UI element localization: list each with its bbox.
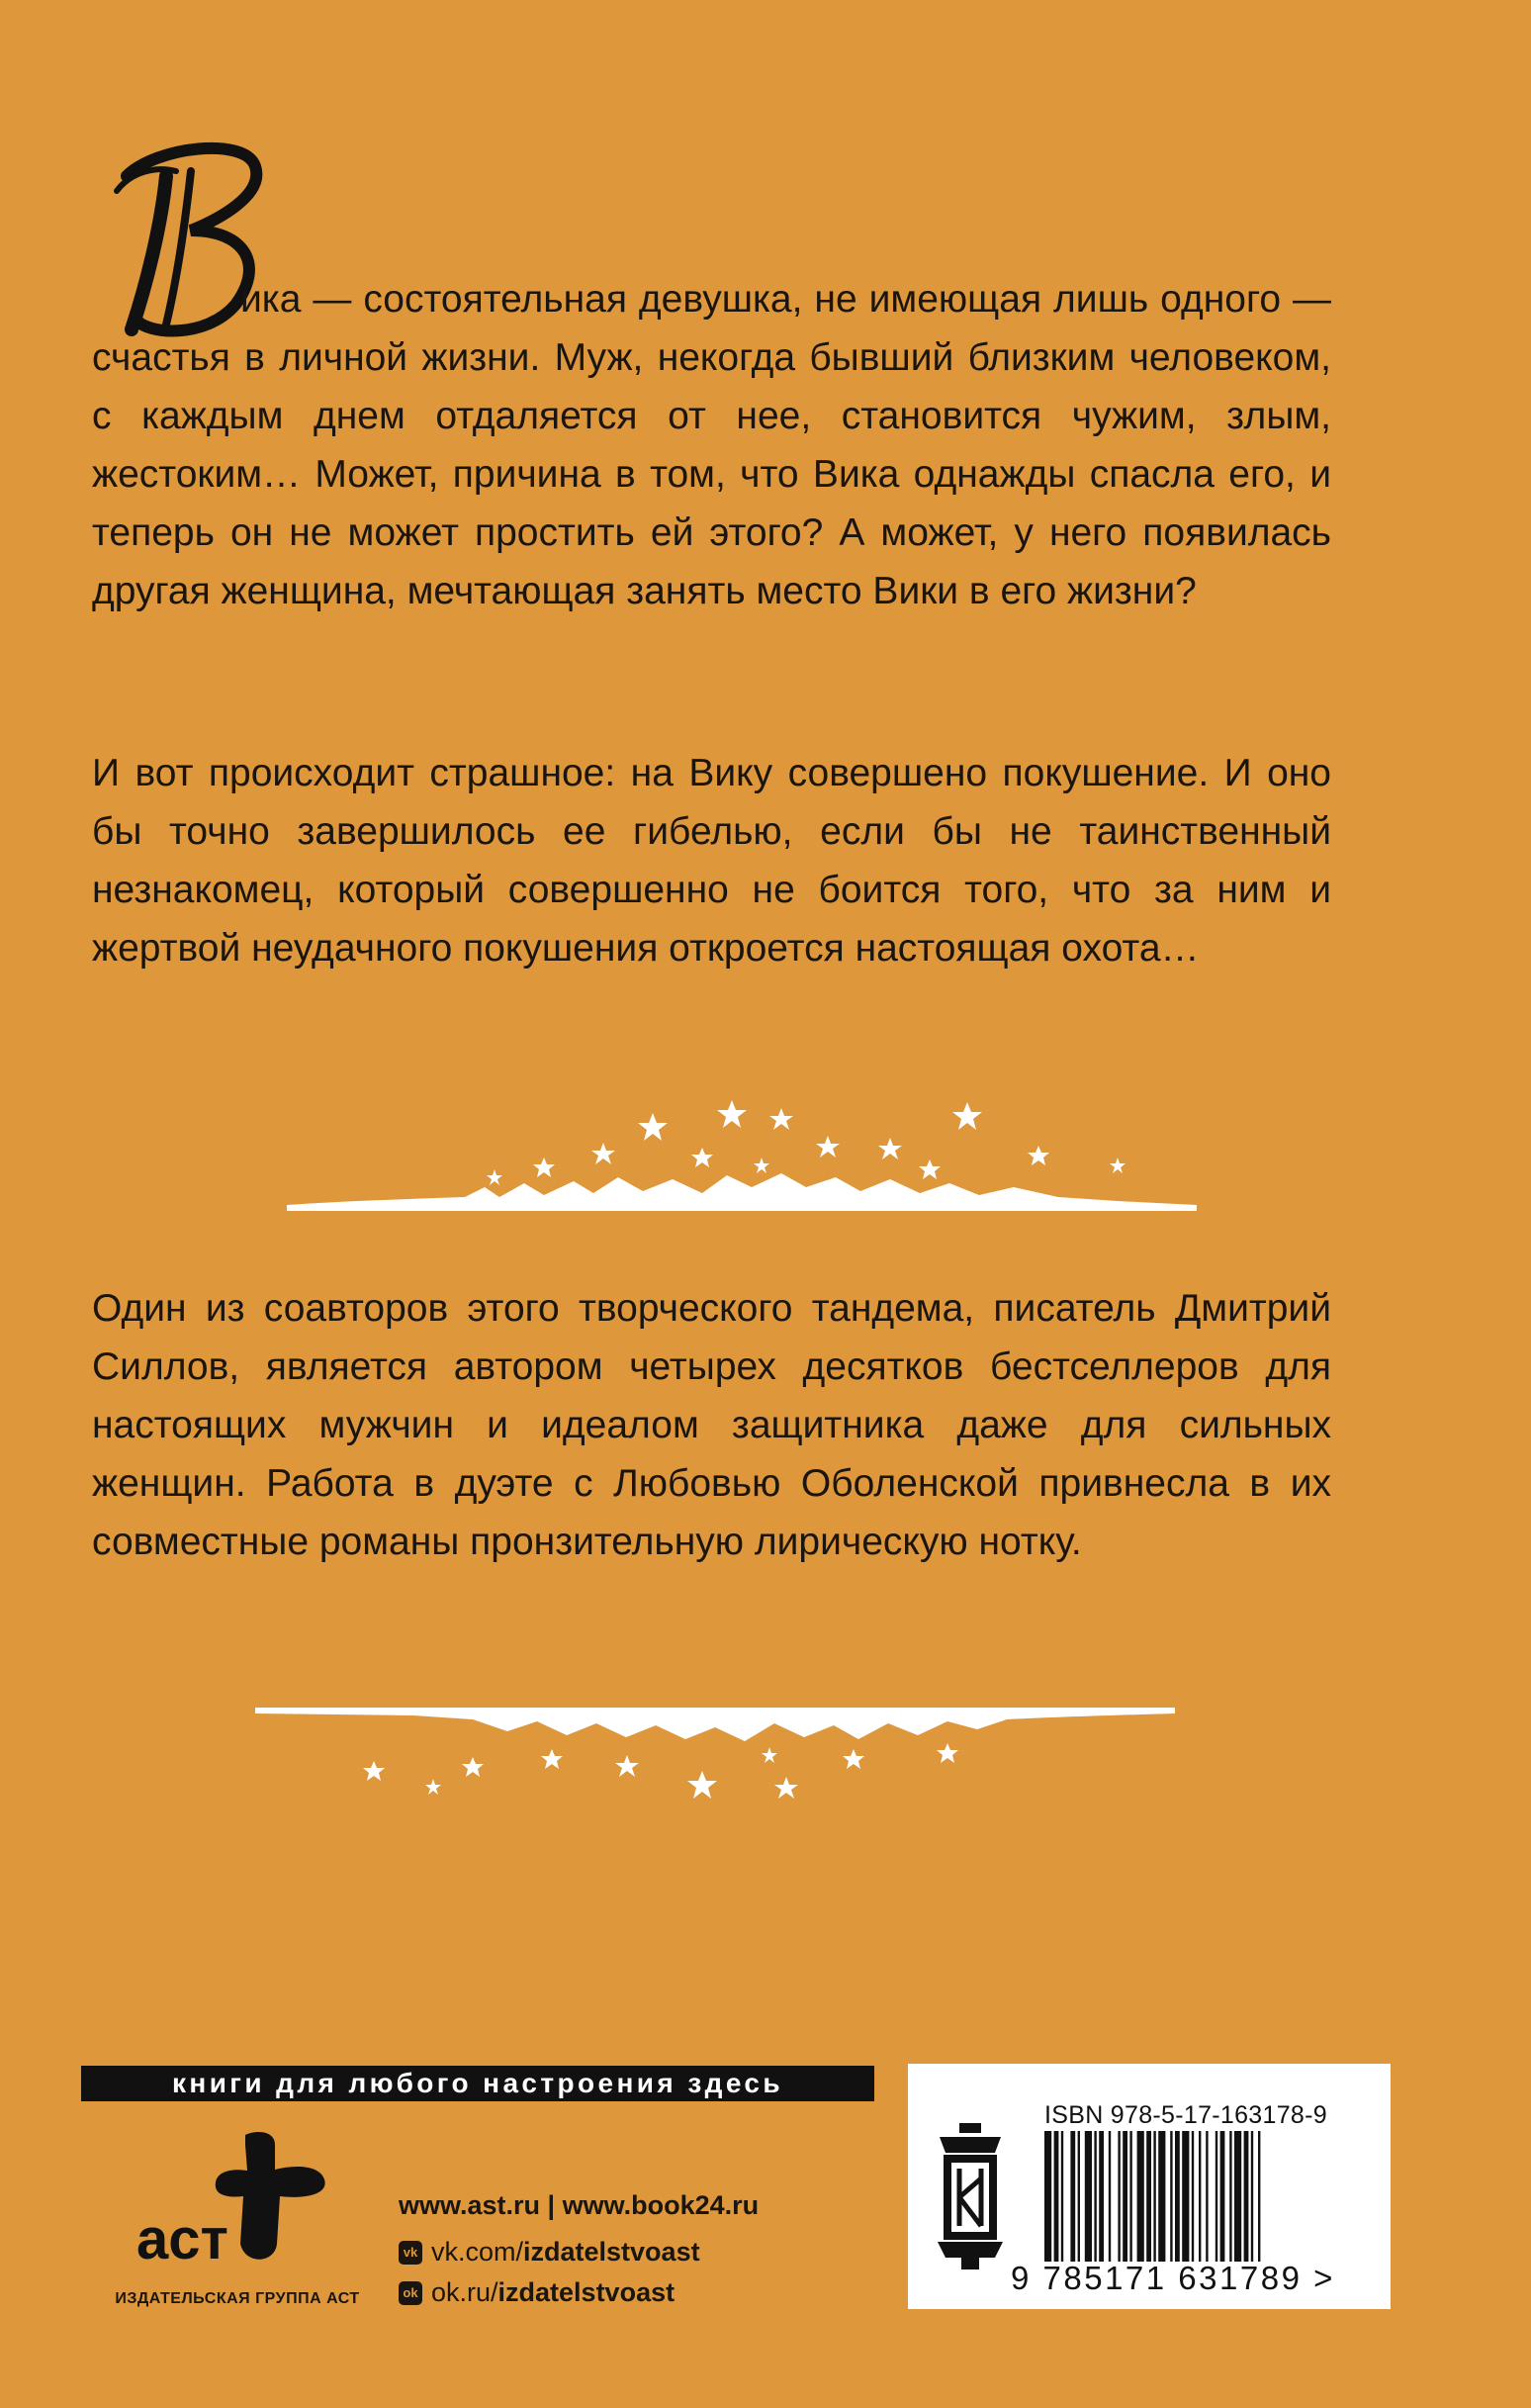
barcode-bar: [1129, 2131, 1131, 2262]
vk-icon: vk: [399, 2241, 422, 2265]
barcode-bar: [1146, 2131, 1151, 2262]
synopsis-paragraph-2: И вот происходит страшное: на Вику совершено покушение. И оно бы точно завершилось ее гибелью, если бы не таинственный незнакомец, который совершенно не боится того, что за ним и жертвой неудачного покушения откроется настоящая охота…: [92, 752, 1331, 970]
about-author-paragraph: Один из соавторов этого творческого тандема, писатель Дмитрий Силлов, является автором четырех десятков бестселлеров для настоящих мужчин и идеалом защитника даже для сильных женщин. Работа в дуэте с Любовью Оболенской привнесла в их совместные романы пронзительную лирическую нотку.: [92, 1287, 1331, 1563]
barcode-bar: [1220, 2131, 1225, 2262]
barcode-bar: [1137, 2131, 1144, 2262]
barcode-bar: [1054, 2131, 1059, 2262]
barcode-bar: [1099, 2131, 1104, 2262]
barcode-bar: [1206, 2131, 1208, 2262]
isbn-block: [908, 2064, 1391, 2309]
barcode: [1044, 2131, 1341, 2262]
barcode-bar: [1078, 2131, 1080, 2262]
barcode-bar: [1258, 2131, 1260, 2262]
logo-text: аст: [136, 2207, 228, 2271]
barcode-bar: [1153, 2131, 1155, 2262]
barcode-bar: [1199, 2131, 1201, 2262]
ok-link[interactable]: ok ok.ru/izdatelstvoast: [399, 2277, 675, 2308]
barcode-bar: [1085, 2131, 1092, 2262]
barcode-bar: [1182, 2131, 1189, 2262]
isbn-label: ISBN 978-5-17-163178-9: [1044, 2101, 1327, 2129]
tagline-banner: книги для любого настроения здесь: [81, 2066, 874, 2101]
lantern-icon: [930, 2123, 1011, 2269]
barcode-digits: 9 785171 631789 >: [1011, 2260, 1335, 2296]
stars-ornament-top: [287, 1088, 1197, 1217]
barcode-bar: [1216, 2131, 1217, 2262]
publisher-logo: [127, 2125, 334, 2273]
barcode-bar: [1070, 2131, 1075, 2262]
barcode-bar: [1170, 2131, 1172, 2262]
vk-link[interactable]: vk vk.com/izdatelstvoast: [399, 2237, 700, 2268]
website-links[interactable]: www.ast.ru | www.book24.ru: [399, 2190, 760, 2220]
barcode-bar: [1192, 2131, 1194, 2262]
barcode-bar: [1061, 2131, 1063, 2262]
barcode-bar: [1175, 2131, 1180, 2262]
barcode-bar: [1044, 2131, 1051, 2262]
barcode-bar: [1251, 2131, 1253, 2262]
barcode-bar: [1118, 2131, 1120, 2262]
publisher-caption: ИЗДАТЕЛЬСКАЯ ГРУППА АСТ: [115, 2290, 360, 2307]
barcode-bar: [1234, 2131, 1241, 2262]
synopsis-paragraph-1: ика — состоятельная девушка, не имеющая лишь одного — счастья в личной жизни. Муж, некогда бывший близким человеком, с каждым днем отдаляется от нее, становится чужим, злым, жестоким… Может, причина в том, что Вика однажды спасла его, и теперь он не может простить ей этого? А может, у него появилась другая женщина, мечтающая занять место Вики в его жизни?: [92, 278, 1331, 612]
barcode-bar: [1123, 2131, 1127, 2262]
barcode-bar: [1244, 2131, 1249, 2262]
ok-icon: ok: [399, 2281, 422, 2305]
barcode-bar: [1109, 2131, 1111, 2262]
barcode-bar: [1229, 2131, 1231, 2262]
barcode-bar: [1094, 2131, 1096, 2262]
barcode-bar: [1158, 2131, 1165, 2262]
stars-ornament-bottom: [255, 1700, 1175, 1818]
